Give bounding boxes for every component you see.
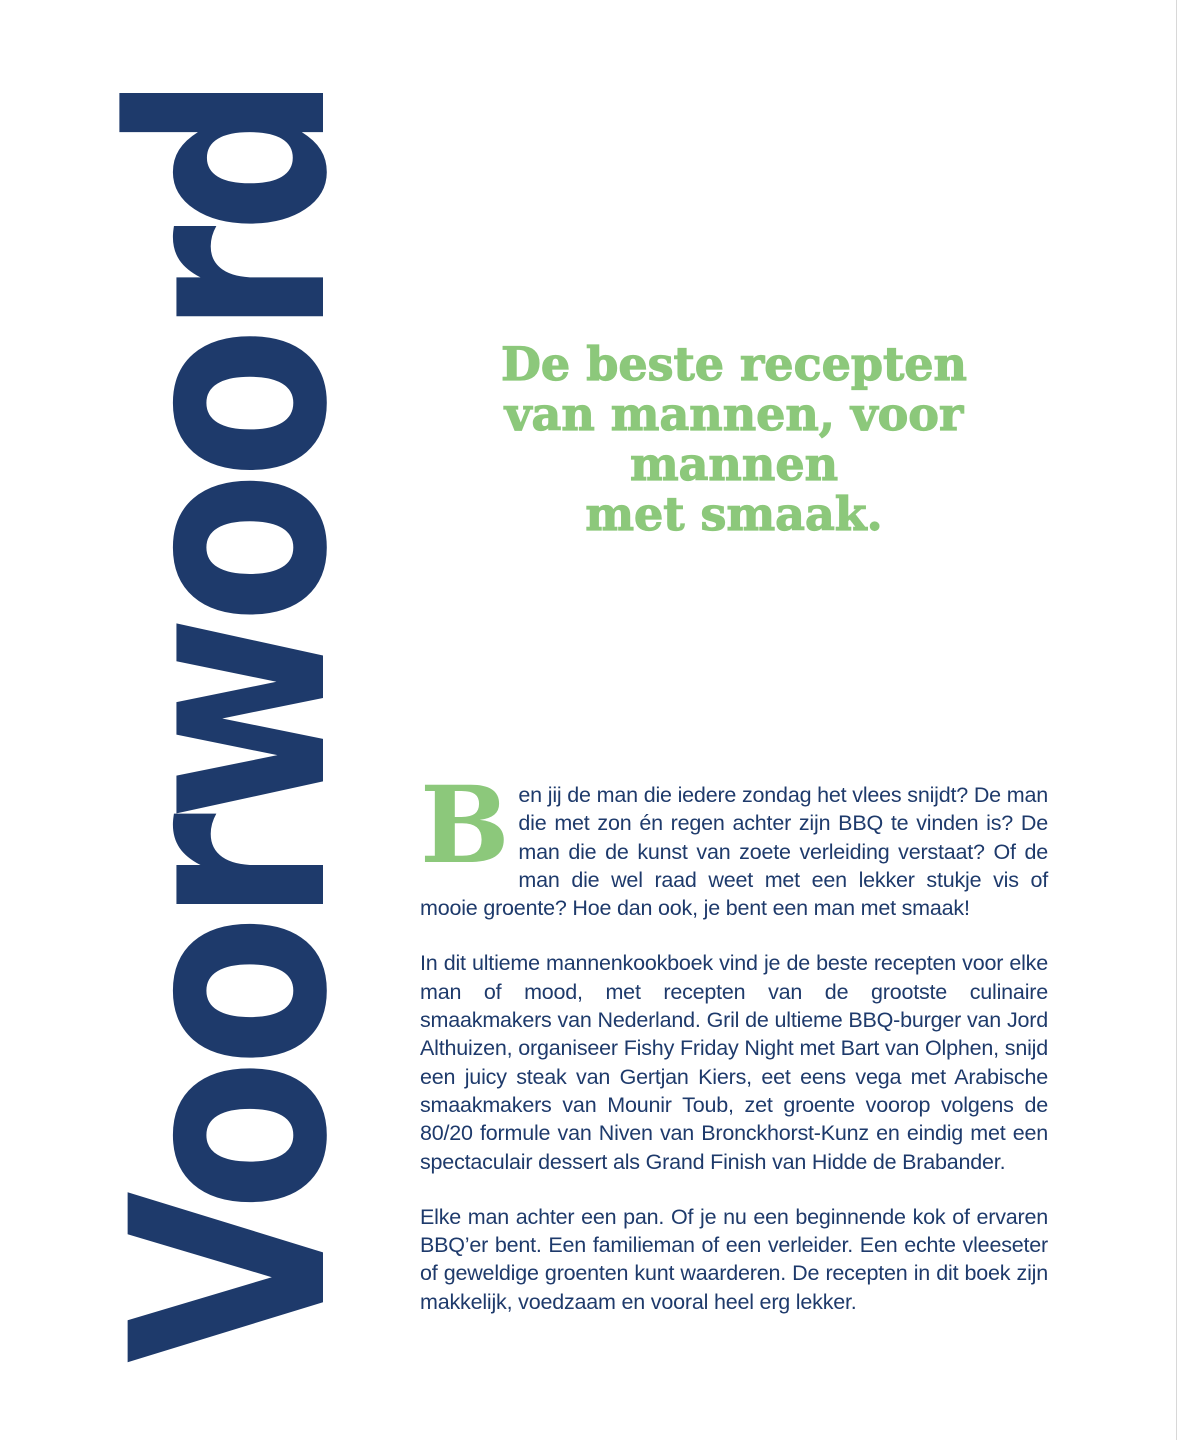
intro-heading-line-1: De beste recepten xyxy=(501,337,967,391)
intro-heading-line-3: met smaak. xyxy=(585,487,883,541)
intro-heading xyxy=(420,339,1048,539)
vertical-chapter-title-text: Voorwoord xyxy=(75,82,387,1364)
intro-heading-line-2: van mannen, voor mannen xyxy=(504,387,964,491)
paragraph-2: In dit ultieme mannenkookboek vind je de beste recepten voor elke man of mood, met recepten van de grootste culinaire smaakmakers van Nederland. Gril de ultieme BBQ-burger van Jord Althuizen, organiseer Fishy Friday Night met Bart van Olphen, snijd een juicy steak van Gertjan Kiers, eet eens vega met Arabische smaakmakers van Mounir Toub, zet groente voorop volgens de 80/20 formule van Niven van Bronckhorst-Kunz en eindig met een spectaculair dessert als Grand Finish van Hidde de Brabander. xyxy=(420,951,1048,1174)
dropcap-letter: B xyxy=(420,762,510,887)
paragraph-1 xyxy=(420,762,1048,922)
paragraph-3: Elke man achter een pan. Of je nu een beginnende kok of ervaren BBQ’er bent. Een familieman of een verleider. Een echte vleeseter of geweldige groenten kunt waarderen. De recepten in dit boek zijn makkelijk, voedzaam en vooral heel erg lekker. xyxy=(420,1204,1048,1314)
vertical-chapter-title xyxy=(75,82,387,1364)
foreword-body xyxy=(420,762,1048,1316)
page-edge-line xyxy=(1176,0,1177,1440)
paragraph-1-text: en jij de man die iedere zondag het vlees snijdt? De man die met zon én regen achter zijn BBQ te vinden is? De man die de kunst van zoete verleiding verstaat? Of de man die wel raad weet met een lekker stukje vis of mooie groente? Hoe dan ook, je bent een man met smaak! xyxy=(420,783,1048,921)
